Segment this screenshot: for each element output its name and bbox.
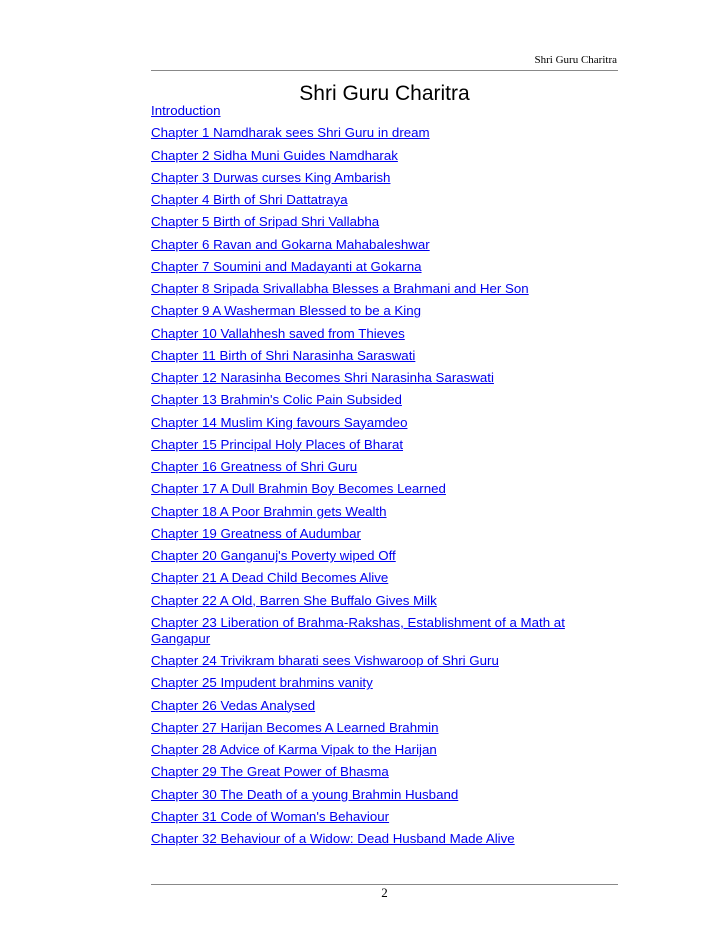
toc-link-chapter-13[interactable]: Chapter 13 Brahmin's Colic Pain Subsided [151,392,402,408]
toc-item [151,170,581,186]
toc-item [151,237,581,253]
toc-link-chapter-11[interactable]: Chapter 11 Birth of Shri Narasinha Saraswati [151,347,416,363]
toc-link-chapter-30[interactable]: Chapter 30 The Death of a young Brahmin Husband [151,786,459,802]
toc-link-chapter-8[interactable]: Chapter 8 Sripada Srivallabha Blesses a Brahmani and Her Son [151,281,529,296]
toc-link-chapter-7[interactable]: Chapter 7 Soumini and Madayanti at Gokarna [151,258,422,274]
toc-item [151,787,581,803]
toc-item [151,125,581,141]
toc-item [151,615,581,647]
toc-link-chapter-19[interactable]: Chapter 19 Greatness of Audumbar [151,525,361,541]
toc-item [151,437,581,453]
toc-item [151,548,581,564]
toc-link-chapter-3[interactable]: Chapter 3 Durwas curses King Ambarish [151,169,391,185]
toc-link-chapter-10[interactable]: Chapter 10 Vallahhesh saved from Thieves [151,325,405,341]
toc-link-chapter-16[interactable]: Chapter 16 Greatness of Shri Guru [151,459,358,474]
toc-item [151,831,581,847]
toc-link-chapter-15[interactable]: Chapter 15 Principal Holy Places of Bharat [151,436,404,452]
toc-link-chapter-20[interactable]: Chapter 20 Ganganuj's Poverty wiped Off [151,548,396,563]
toc-link-chapter-21[interactable]: Chapter 21 A Dead Child Becomes Alive [151,570,389,586]
toc-item [151,148,581,164]
toc-item [151,720,581,736]
toc-link-chapter-6[interactable]: Chapter 6 Ravan and Gokarna Mahabaleshwar [151,236,430,252]
toc-link-chapter-1[interactable]: Chapter 1 Namdharak sees Shri Guru in dream [151,125,430,141]
toc-link-chapter-22[interactable]: Chapter 22 A Old, Barren She Buffalo Gives Milk [151,592,437,608]
toc-item [151,593,581,609]
toc-link-chapter-2[interactable]: Chapter 2 Sidha Muni Guides Namdharak [151,147,398,163]
page-title: Shri Guru Charitra [299,82,470,105]
toc-item [151,259,581,275]
toc-link-chapter-24[interactable]: Chapter 24 Trivikram bharati sees Vishwaroop of Shri Guru [151,653,499,668]
toc-item [151,809,581,825]
header-rule [151,70,618,71]
toc-link-chapter-26[interactable]: Chapter 26 Vedas Analysed [151,697,316,713]
toc-link-chapter-4[interactable]: Chapter 4 Birth of Shri Dattatraya [151,192,348,207]
toc-link-chapter-32[interactable]: Chapter 32 Behaviour of a Widow: Dead Husband Made Alive [151,831,515,846]
toc-item [151,459,581,475]
toc-link-introduction[interactable]: Introduction [151,103,221,118]
toc-link-chapter-23[interactable]: Chapter 23 Liberation of Brahma-Rakshas, Establishment of a Math at Gangapur [151,614,565,646]
toc-item [151,742,581,758]
toc-item [151,675,581,691]
toc-item [151,504,581,520]
toc-link-chapter-9[interactable]: Chapter 9 A Washerman Blessed to be a King [151,303,422,319]
toc-item [151,570,581,586]
running-header: Shri Guru Charitra [534,54,617,66]
toc-item [151,481,581,497]
toc-link-chapter-5[interactable]: Chapter 5 Birth of Sripad Shri Vallabha [151,214,380,230]
toc-item [151,192,581,208]
page-number: 2 [381,885,388,900]
toc-link-chapter-29[interactable]: Chapter 29 The Great Power of Bhasma [151,764,389,780]
toc-link-chapter-14[interactable]: Chapter 14 Muslim King favours Sayamdeo [151,414,408,430]
toc-link-chapter-28[interactable]: Chapter 28 Advice of Karma Vipak to the Harijan [151,742,437,757]
toc-item [151,698,581,714]
toc-item [151,281,581,297]
toc-link-chapter-12[interactable]: Chapter 12 Narasinha Becomes Shri Narasinha Saraswati [151,370,494,385]
toc-item [151,764,581,780]
toc-link-chapter-18[interactable]: Chapter 18 A Poor Brahmin gets Wealth [151,503,387,519]
toc-link-chapter-27[interactable]: Chapter 27 Harijan Becomes A Learned Brahmin [151,719,439,735]
toc-item [151,653,581,669]
toc-item [151,392,581,408]
toc-link-chapter-31[interactable]: Chapter 31 Code of Woman's Behaviour [151,808,390,824]
toc-item [151,370,581,386]
table-of-contents [151,103,581,853]
toc-item [151,303,581,319]
toc-item [151,348,581,364]
toc-link-chapter-25[interactable]: Chapter 25 Impudent brahmins vanity [151,675,373,691]
toc-item [151,326,581,342]
toc-link-chapter-17[interactable]: Chapter 17 A Dull Brahmin Boy Becomes Learned [151,481,446,497]
toc-item [151,214,581,230]
toc-item [151,103,581,119]
toc-item [151,415,581,431]
toc-item [151,526,581,542]
